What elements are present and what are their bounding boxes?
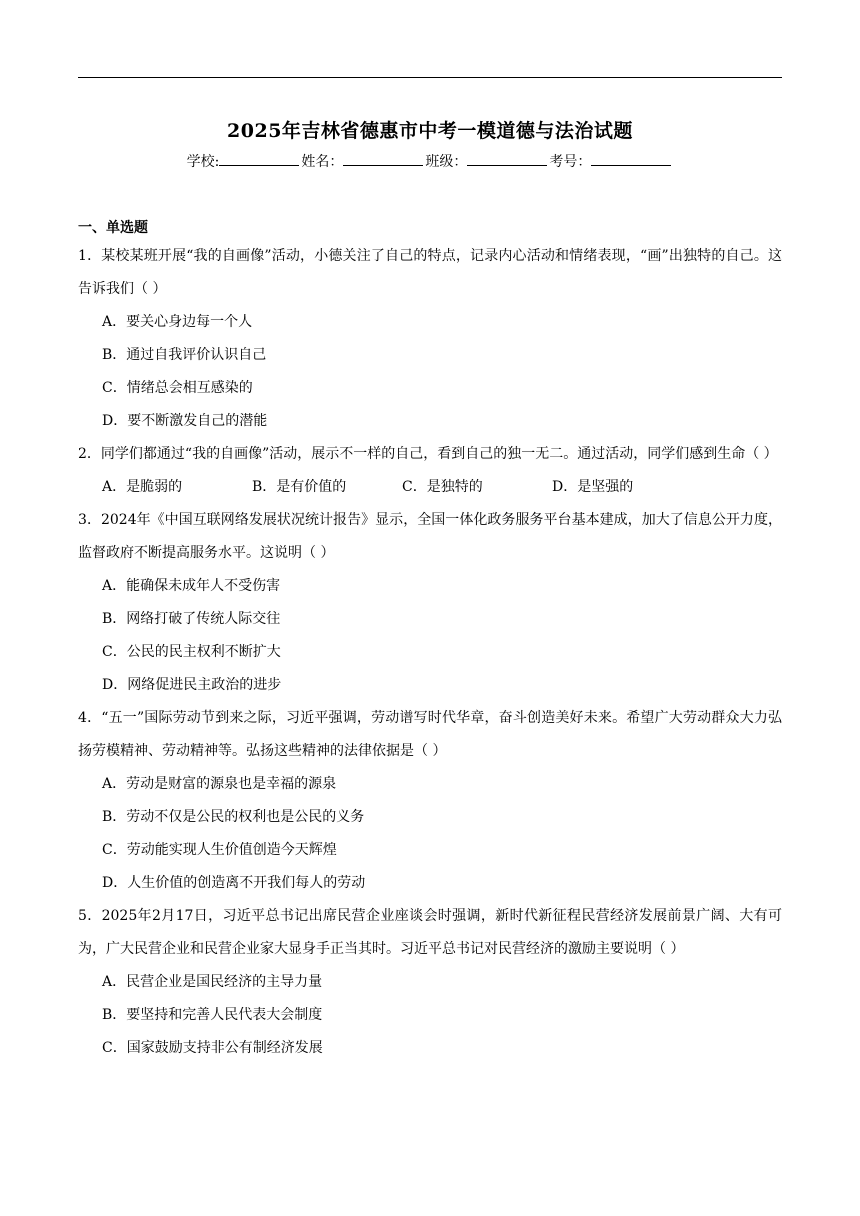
number-blank[interactable] bbox=[591, 153, 671, 166]
question-1 bbox=[78, 240, 782, 438]
number-label: 考号： bbox=[549, 154, 592, 170]
question-stem: 2．同学们都通过“我的自画像”活动，展示不一样的自己，看到自己的独一无二。通过活动，同学们感到生命（ ） bbox=[78, 446, 778, 462]
option-d[interactable]: D．要不断激发自己的潜能 bbox=[102, 413, 268, 429]
option-b[interactable]: B．通过自我评价认识自己 bbox=[102, 347, 267, 363]
option-c[interactable]: C．公民的民主权利不断扩大 bbox=[102, 644, 281, 660]
class-blank[interactable] bbox=[467, 153, 547, 166]
name-blank[interactable] bbox=[343, 153, 423, 166]
option-c[interactable]: C．是独特的 bbox=[402, 479, 483, 495]
option-b[interactable]: B．是有价值的 bbox=[252, 479, 347, 495]
student-info-line bbox=[78, 151, 782, 171]
header-rule bbox=[78, 77, 782, 78]
option-a[interactable]: A．能确保未成年人不受伤害 bbox=[102, 578, 281, 594]
question-stem: 5．2025年2月17日，习近平总书记出席民营企业座谈会时强调，新时代新征程民营经济发展前景广阔、大有可为，广大民营企业和民营企业家大显身手正当其时。习近平总书记对民营经济的激励主要说明（ ） bbox=[78, 908, 782, 957]
question-stem: 1．某校某班开展“我的自画像”活动，小德关注了自己的特点，记录内心活动和情绪表现，“画”出独特的自己。这告诉我们（ ） bbox=[78, 248, 782, 297]
question-stem: 3．2024年《中国互联网络发展状况统计报告》显示，全国一体化政务服务平台基本建成，加大了信息公开力度，监督政府不断提高服务水平。这说明（ ） bbox=[78, 512, 782, 561]
question-4 bbox=[78, 702, 782, 900]
option-c[interactable]: C．情绪总会相互感染的 bbox=[102, 380, 253, 396]
option-b[interactable]: B．劳动不仅是公民的权利也是公民的义务 bbox=[102, 809, 365, 825]
option-b[interactable]: B．要坚持和完善人民代表大会制度 bbox=[102, 1007, 323, 1023]
question-2 bbox=[78, 438, 782, 504]
name-label: 姓名： bbox=[301, 154, 344, 170]
option-a[interactable]: A．劳动是财富的源泉也是幸福的源泉 bbox=[102, 776, 337, 792]
option-c[interactable]: C．国家鼓励支持非公有制经济发展 bbox=[102, 1040, 323, 1056]
option-a[interactable]: A．是脆弱的 bbox=[102, 479, 183, 495]
question-3 bbox=[78, 504, 782, 702]
option-d[interactable]: D．是坚强的 bbox=[552, 479, 634, 495]
page-title: 2025年吉林省德惠市中考一模道德与法治试题 bbox=[227, 120, 633, 142]
option-b[interactable]: B．网络打破了传统人际交往 bbox=[102, 611, 281, 627]
school-label: 学校: bbox=[186, 154, 220, 170]
section-title: 一、单选题 bbox=[78, 220, 148, 236]
option-a[interactable]: A．要关心身边每一个人 bbox=[102, 314, 253, 330]
option-d[interactable]: D．人生价值的创造离不开我们每人的劳动 bbox=[102, 875, 366, 891]
class-label: 班级： bbox=[425, 154, 468, 170]
question-list bbox=[78, 216, 782, 1065]
option-c[interactable]: C．劳动能实现人生价值创造今天辉煌 bbox=[102, 842, 337, 858]
question-5 bbox=[78, 900, 782, 1065]
school-blank[interactable] bbox=[219, 153, 299, 166]
option-a[interactable]: A．民营企业是国民经济的主导力量 bbox=[102, 974, 323, 990]
option-row bbox=[78, 471, 782, 504]
option-d[interactable]: D．网络促进民主政治的进步 bbox=[102, 677, 282, 693]
question-stem: 4．“五一”国际劳动节到来之际，习近平强调，劳动谱写时代华章，奋斗创造美好未来。希望广大劳动群众大力弘扬劳模精神、劳动精神等。弘扬这些精神的法律依据是（ ） bbox=[78, 710, 782, 759]
